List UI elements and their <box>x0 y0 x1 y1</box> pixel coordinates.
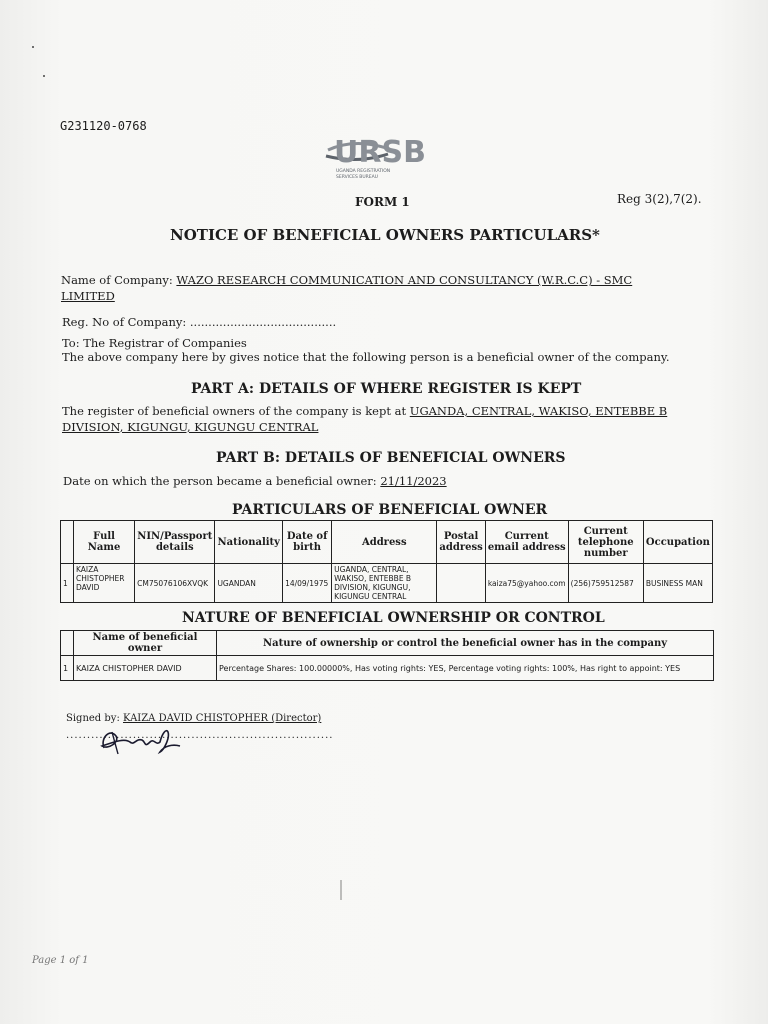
part-a-heading: PART A: DETAILS OF WHERE REGISTER IS KEPT <box>191 381 582 397</box>
register-location-block <box>62 403 702 435</box>
cell-occupation: BUSINESS MAN <box>643 564 712 603</box>
nature-heading: NATURE OF BENEFICIAL OWNERSHIP OR CONTROL <box>182 610 605 626</box>
ursb-logo <box>324 134 440 184</box>
logo-subtitle-2: SERVICES BUREAU <box>336 175 378 180</box>
cell-owner-name: KAIZA CHISTOPHER DAVID <box>74 656 217 681</box>
particulars-table <box>60 520 713 603</box>
company-label: Name of Company: <box>61 273 173 287</box>
handwritten-signature <box>94 720 186 760</box>
cell-address: UGANDA, CENTRAL, WAKISO, ENTEBBE B DIVISION, KIGUNGU, KIGUNGU CENTRAL <box>332 564 437 603</box>
cell-ownership-detail: Percentage Shares: 100.00000%, Has voting rights: YES, Percentage voting rights: 100%, Has right to appoint: YES <box>217 656 714 681</box>
ursb-logo-mark <box>324 134 440 184</box>
table-row <box>61 656 714 681</box>
page-number: Page 1 of 1 <box>32 955 89 966</box>
regulation-reference: Reg 3(2),7(2). <box>617 192 702 206</box>
part-b-heading: PART B: DETAILS OF BENEFICIAL OWNERS <box>216 450 566 466</box>
row-index: 1 <box>61 656 74 681</box>
scan-mark <box>340 880 342 900</box>
table-header-row <box>61 521 713 564</box>
page-title: NOTICE OF BENEFICIAL OWNERS PARTICULARS* <box>170 226 600 244</box>
reg-no-line <box>62 315 336 329</box>
register-location-line2: DIVISION, KIGUNGU, KIGUNGU CENTRAL <box>62 420 319 434</box>
signer-name: KAIZA DAVID CHISTOPHER (Director) <box>123 713 322 724</box>
form-title: FORM 1 <box>355 195 410 209</box>
company-name-line1: WAZO RESEARCH COMMUNICATION AND CONSULTANCY (W.R.C.C) - SMC <box>176 273 633 287</box>
column-header: Occupation <box>643 521 712 564</box>
column-header: Current email address <box>485 521 568 564</box>
register-text: The register of beneficial owners of the company is kept at <box>62 404 407 418</box>
register-location-line1: UGANDA, CENTRAL, WAKISO, ENTEBBE B <box>409 404 668 418</box>
reg-no-label: Reg. No of Company: <box>62 315 187 329</box>
column-header: Nature of ownership or control the beneficial owner has in the company <box>217 631 714 656</box>
row-index: 1 <box>61 564 74 603</box>
column-header: Name of beneficial owner <box>74 631 217 656</box>
column-header: Current telephone number <box>568 521 643 564</box>
table-row <box>61 564 713 603</box>
column-header: Nationality <box>215 521 283 564</box>
nature-table <box>60 630 714 681</box>
reg-no-value: ........................................ <box>189 315 337 329</box>
column-header: NIN/Passport details <box>135 521 215 564</box>
cell-nin: CM75076106XVQK <box>135 564 215 603</box>
column-header: Postal address <box>437 521 485 564</box>
column-header: Full Name <box>74 521 135 564</box>
company-name-block <box>61 272 701 304</box>
company-name-line2: LIMITED <box>61 289 115 303</box>
scan-speck <box>43 75 45 77</box>
became-owner-label: Date on which the person became a beneficial owner: <box>63 474 377 488</box>
index-header <box>61 631 74 656</box>
cell-postal <box>437 564 485 603</box>
became-owner-date: 21/11/2023 <box>380 474 447 488</box>
cell-dob: 14/09/1975 <box>283 564 332 603</box>
logo-text: URSB <box>334 135 426 170</box>
column-header: Date of birth <box>283 521 332 564</box>
scan-speck <box>32 46 34 48</box>
cell-full-name: KAIZA CHISTOPHER DAVID <box>74 564 135 603</box>
column-header: Address <box>332 521 437 564</box>
signed-by-label: Signed by: <box>66 713 120 724</box>
notice-line: The above company here by gives notice that the following person is a beneficial owner of the company. <box>62 350 670 364</box>
addressee-line: To: The Registrar of Companies <box>62 336 247 350</box>
signature-dots: ................................................................ <box>66 730 334 741</box>
particulars-heading: PARTICULARS OF BENEFICIAL OWNER <box>232 502 548 518</box>
logo-subtitle-1: UGANDA REGISTRATION <box>336 169 391 174</box>
document-reference: G231120-0768 <box>60 119 147 133</box>
cell-email: kaiza75@yahoo.com <box>485 564 568 603</box>
cell-phone: (256)759512587 <box>568 564 643 603</box>
index-header <box>61 521 74 564</box>
became-owner-line <box>63 474 447 488</box>
table-header-row <box>61 631 714 656</box>
cell-nationality: UGANDAN <box>215 564 283 603</box>
